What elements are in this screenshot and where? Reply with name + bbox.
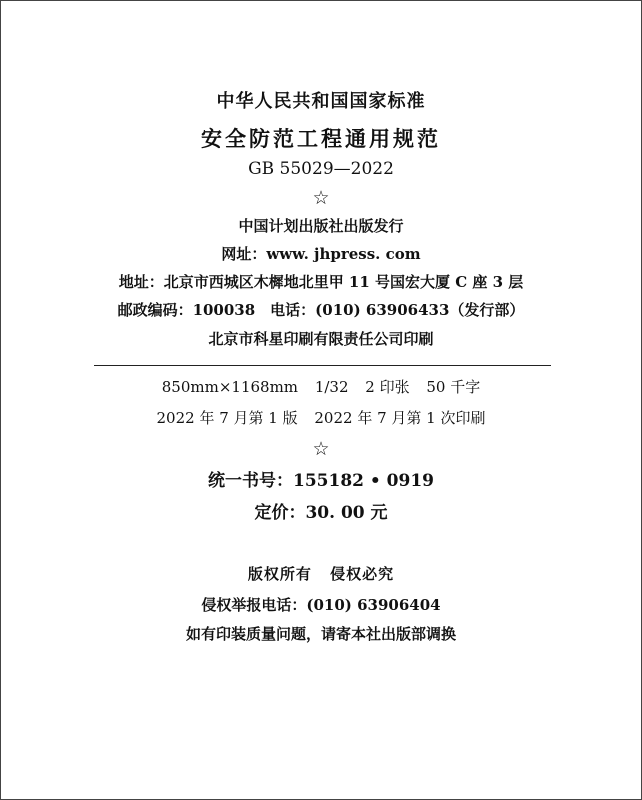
postal-phone: 邮政编码：100038 电话：(010) 63906433（发行部） xyxy=(117,301,525,319)
word-count: 50 千字 xyxy=(426,378,481,396)
rights-statement xyxy=(1,567,641,582)
sheets: 2 印张 xyxy=(365,378,410,396)
print-spec xyxy=(1,380,641,395)
divider xyxy=(94,365,551,366)
book-title: 安全防范工程通用规范 xyxy=(201,126,441,151)
paper-size: 850mm×1168mm xyxy=(161,378,299,396)
printer: 北京市科星印刷有限责任公司印刷 xyxy=(208,330,434,348)
website: 网址：www. jhpress. com xyxy=(221,245,421,263)
book-number: 统一书号：155182 • 0919 xyxy=(208,471,434,491)
standard-series: 中华人民共和国国家标准 xyxy=(216,91,426,112)
format: 1/32 xyxy=(314,378,349,396)
star-icon: ☆ xyxy=(312,438,330,460)
star-icon: ☆ xyxy=(312,187,330,209)
standard-code: GB 55029—2022 xyxy=(248,159,394,179)
address: 地址：北京市西城区木樨地北里甲 11 号国宏大厦 C 座 3 层 xyxy=(118,273,524,291)
all-rights-reserved: 版权所有 xyxy=(247,565,312,583)
report-phone: 侵权举报电话：(010) 63906404 xyxy=(201,596,441,614)
infringement-notice: 侵权必究 xyxy=(330,565,395,583)
first-printing: 2022 年 7 月第 1 次印刷 xyxy=(314,409,486,427)
quality-notice: 如有印装质量问题，请寄本社出版部调换 xyxy=(185,625,456,643)
first-edition: 2022 年 7 月第 1 版 xyxy=(156,409,298,427)
price: 定价：30. 00 元 xyxy=(254,503,388,523)
publisher: 中国计划出版社出版发行 xyxy=(238,217,404,235)
edition-info xyxy=(1,411,641,426)
